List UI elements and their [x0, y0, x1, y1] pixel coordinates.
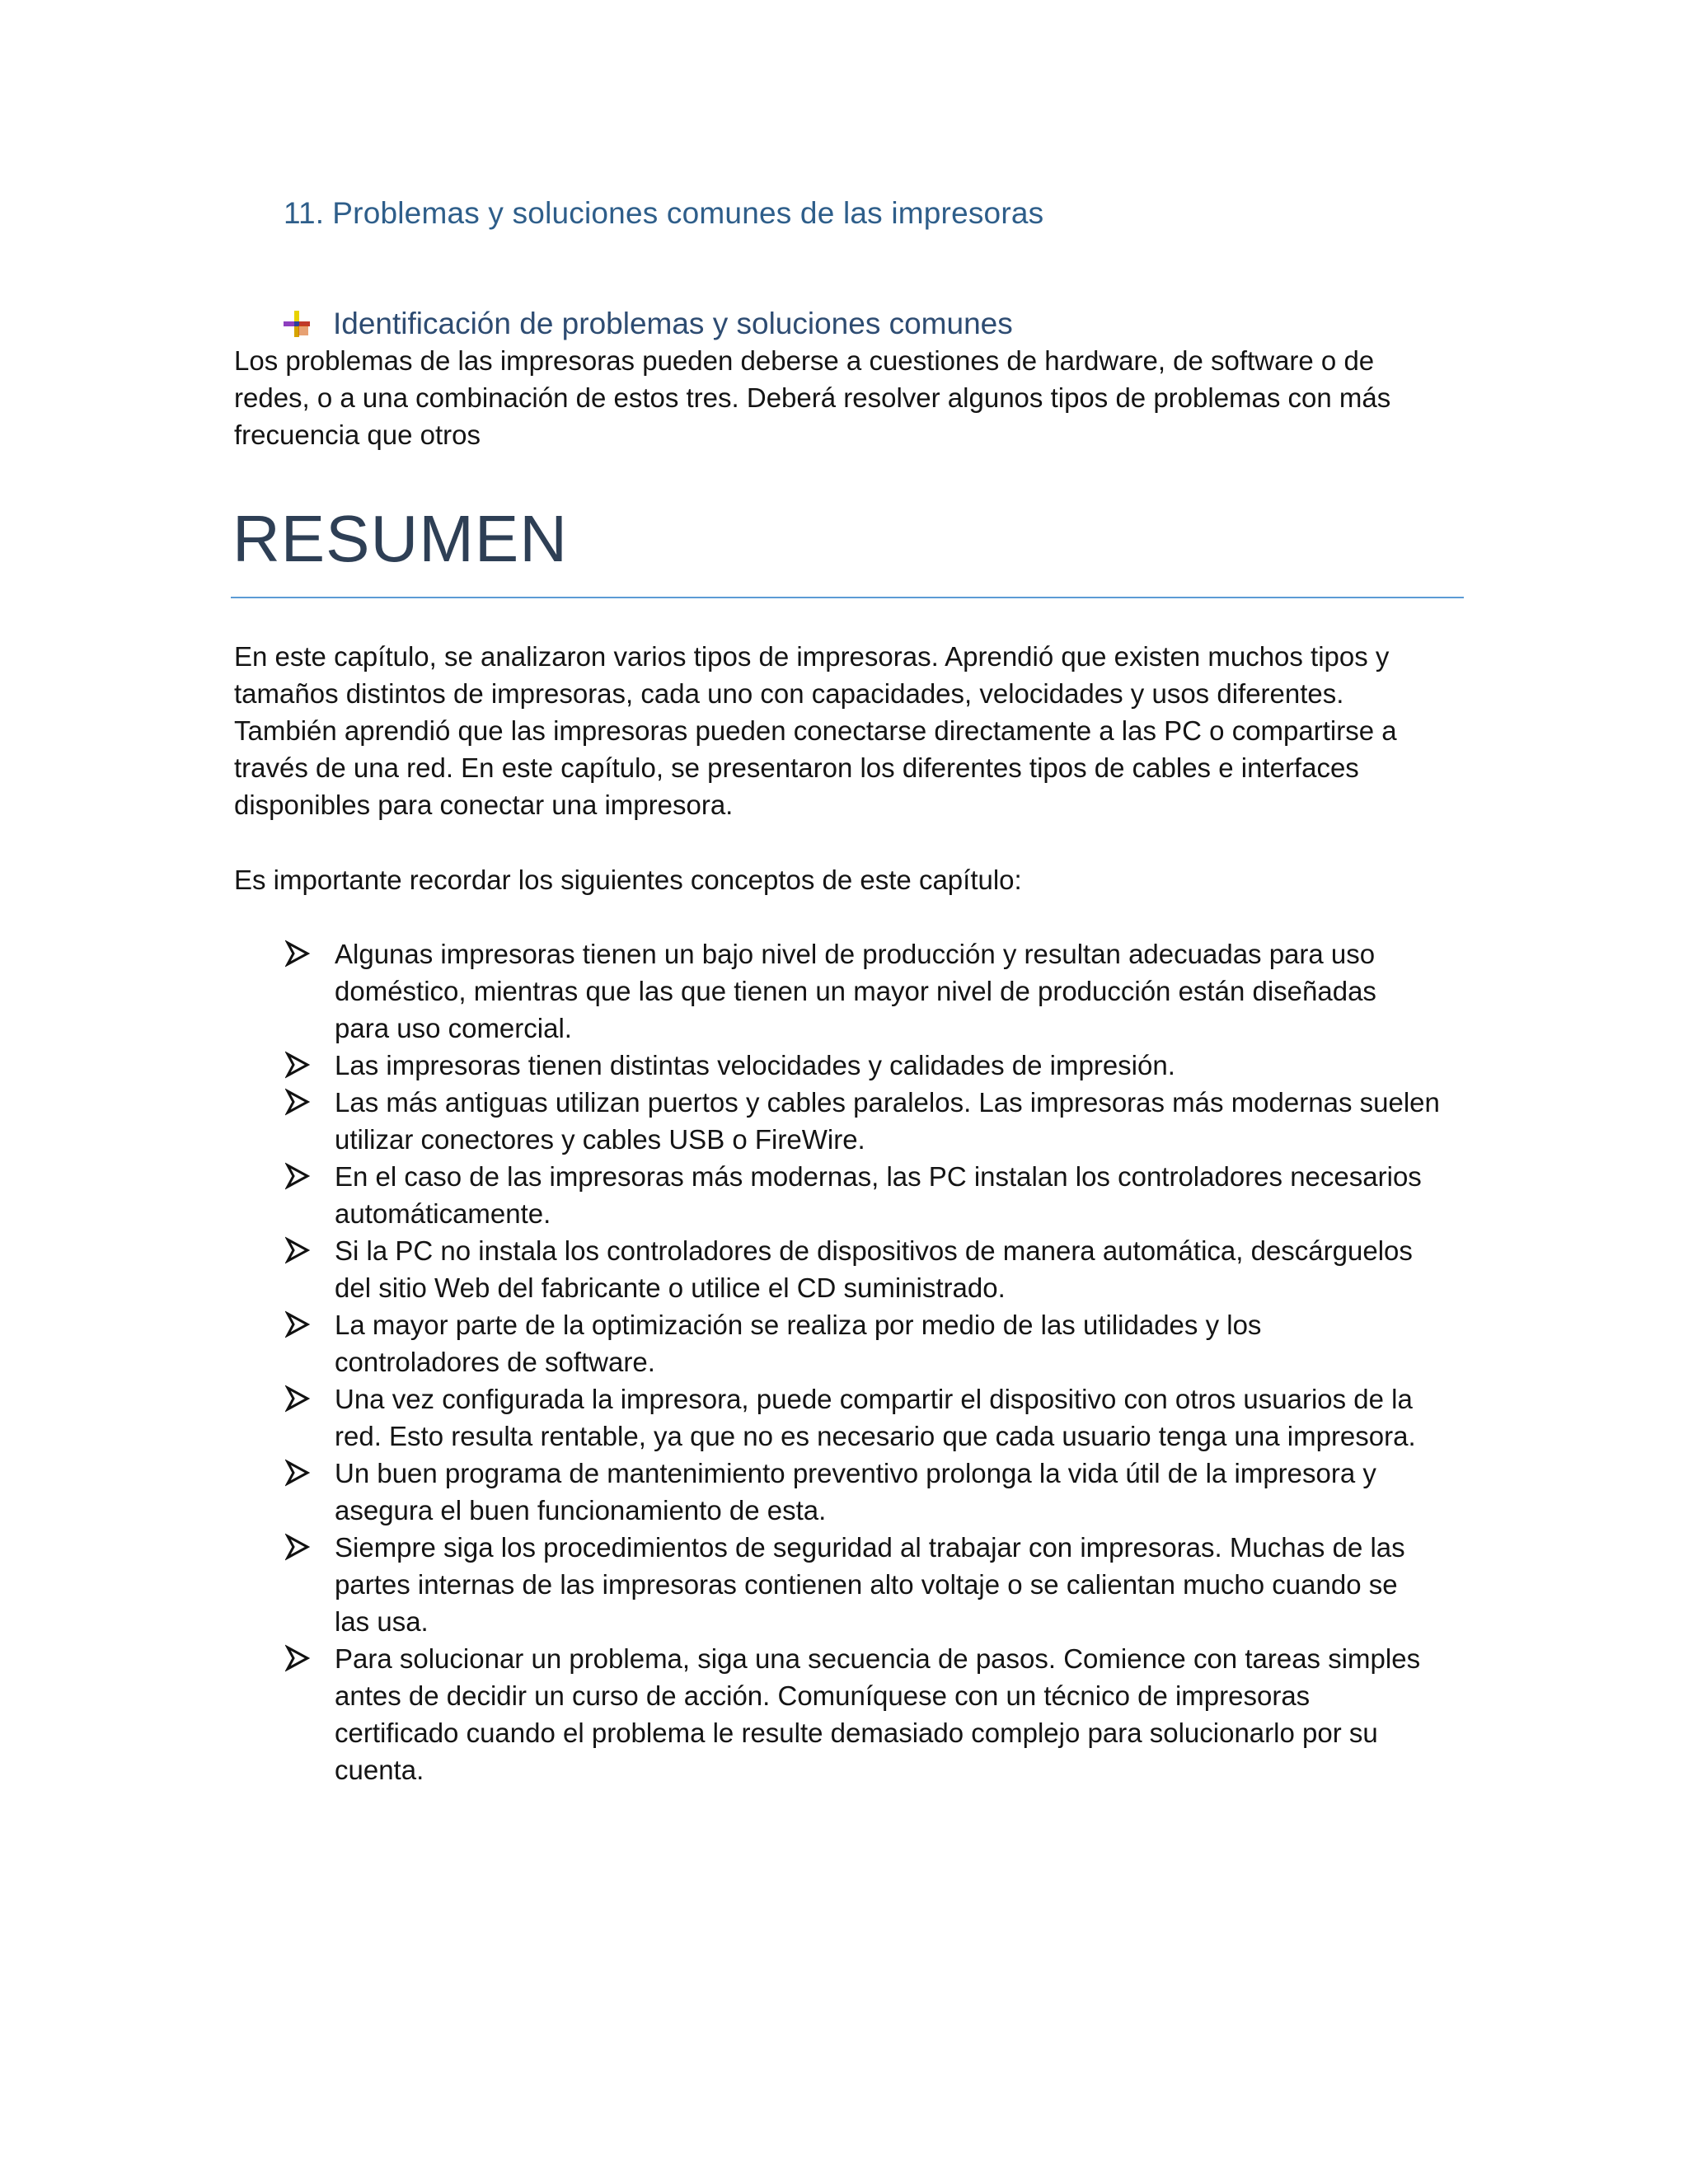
list-item-line: certificado cuando el problema le resulte demasiado complejo para solucionarlo por su — [335, 1718, 1378, 1748]
list-item-line: las usa. — [335, 1606, 429, 1637]
summary-line: disponibles para conectar una impresora. — [234, 790, 734, 820]
subsection-title: Identificación de problemas y soluciones comunes — [333, 307, 1013, 340]
list-item-line: Las impresoras tienen distintas velocidades y calidades de impresión. — [335, 1050, 1175, 1080]
summary-line: En este capítulo, se analizaron varios tipos de impresoras. Aprendió que existen muchos tipos y — [234, 641, 1390, 672]
list-item-line: utilizar conectores y cables USB o FireWire. — [335, 1124, 865, 1155]
intro-line: redes, o a una combinación de estos tres. Deberá resolver algunos tipos de problemas con más — [234, 382, 1391, 413]
arrow-bullet-icon — [285, 1380, 310, 1418]
list-item-line: La mayor parte de la optimización se realiza por medio de las utilidades y los — [335, 1310, 1262, 1340]
list-item-line: Algunas impresoras tienen un bajo nivel de producción y resultan adecuadas para uso — [335, 939, 1376, 969]
list-item-line: antes de decidir un curso de acción. Comuníquese con un técnico de impresoras — [335, 1680, 1311, 1711]
list-item-line: Siempre siga los procedimientos de seguridad al trabajar con impresoras. Muchas de las — [335, 1532, 1405, 1563]
arrow-bullet-icon — [285, 1455, 310, 1492]
list-item-line: Un buen programa de mantenimiento preventivo prolonga la vida útil de la impresora y — [335, 1458, 1376, 1488]
arrow-bullet-icon — [285, 1084, 310, 1121]
intro-line: frecuencia que otros — [234, 419, 481, 450]
arrow-bullet-icon — [285, 1158, 310, 1195]
concepts-intro-text: Es importante recordar los siguientes conceptos de este capítulo: — [234, 865, 1022, 895]
intro-line: Los problemas de las impresoras pueden deberse a cuestiones de hardware, de software o de — [234, 345, 1375, 376]
list-item-line: asegura el buen funcionamiento de esta. — [335, 1495, 827, 1526]
summary-line: También aprendió que las impresoras pueden conectarse directamente a las PC o compartirse a — [234, 715, 1397, 746]
summary-line: través de una red. En este capítulo, se presentaron los diferentes tipos de cables e interfaces — [234, 752, 1359, 783]
list-item-line: doméstico, mientras que las que tienen un mayor nivel de producción están diseñadas — [335, 976, 1376, 1006]
list-item-line: Para solucionar un problema, siga una secuencia de pasos. Comience con tareas simples — [335, 1643, 1421, 1674]
section-title: Problemas y soluciones comunes de las impresoras — [332, 196, 1044, 230]
list-item-line: partes internas de las impresoras contienen alto voltaje o se calientan mucho cuando se — [335, 1569, 1398, 1600]
arrow-bullet-icon — [285, 935, 310, 972]
list-item — [285, 1380, 1456, 1455]
list-item — [285, 1047, 1456, 1084]
list-item-line: Las más antiguas utilizan puertos y cables paralelos. Las impresoras más modernas suelen — [335, 1087, 1440, 1118]
title-divider — [231, 597, 1464, 598]
list-item-line: En el caso de las impresoras más modernas, las PC instalan los controladores necesarios — [335, 1161, 1422, 1192]
list-item — [285, 1529, 1456, 1640]
arrow-bullet-icon — [285, 1232, 310, 1269]
list-item — [285, 1158, 1456, 1232]
concepts-intro — [234, 861, 1446, 898]
subsection-heading — [282, 307, 1013, 341]
list-item-line: del sitio Web del fabricante o utilice el CD suministrado. — [335, 1272, 1006, 1303]
section-heading — [284, 196, 1043, 231]
list-item-line: para uso comercial. — [335, 1013, 572, 1043]
arrow-bullet-icon — [285, 1047, 310, 1084]
list-item-line: cuenta. — [335, 1755, 424, 1785]
arrow-bullet-icon — [285, 1640, 310, 1677]
list-item-line: Una vez configurada la impresora, puede compartir el dispositivo con otros usuarios de la — [335, 1384, 1413, 1414]
list-item — [285, 935, 1456, 1047]
arrow-bullet-icon — [285, 1529, 310, 1566]
section-number: 11. — [284, 196, 325, 230]
arrow-bullet-icon — [285, 1306, 310, 1343]
list-item-line: red. Esto resulta rentable, ya que no es necesario que cada usuario tenga una impresora. — [335, 1421, 1416, 1451]
list-item-line: controladores de software. — [335, 1347, 655, 1377]
list-item — [285, 1640, 1456, 1788]
list-item-line: automáticamente. — [335, 1198, 551, 1229]
summary-line: tamaños distintos de impresoras, cada uno con capacidades, velocidades y usos diferentes. — [234, 678, 1344, 709]
intro-paragraph — [234, 342, 1446, 453]
list-item — [285, 1455, 1456, 1529]
concepts-list — [285, 935, 1456, 1788]
list-item — [285, 1306, 1456, 1380]
summary-title: RESUMEN — [232, 502, 569, 575]
summary-paragraph — [234, 638, 1446, 823]
list-item-line: Si la PC no instala los controladores de dispositivos de manera automática, descárguelos — [335, 1235, 1413, 1266]
colored-cross-bullet-icon — [282, 309, 312, 339]
list-item — [285, 1232, 1456, 1306]
list-item — [285, 1084, 1456, 1158]
